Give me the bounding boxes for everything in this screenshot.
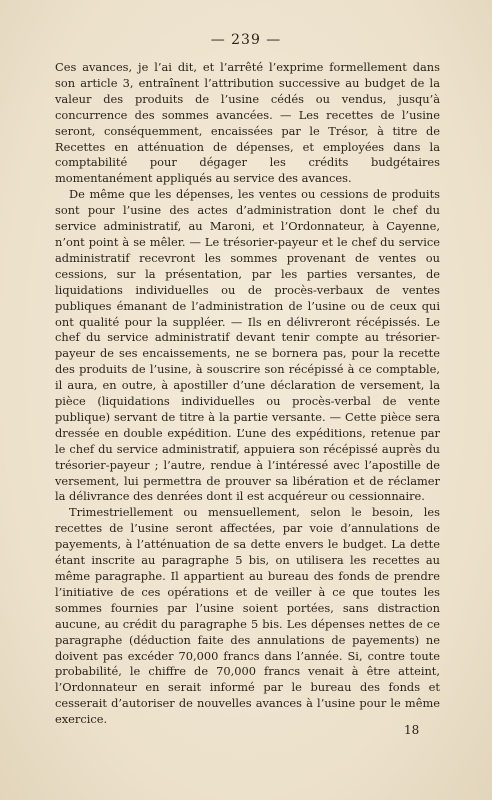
page-number: — 239 — [210,32,282,48]
body-text [55,60,440,728]
paragraph-1: Ces avances, je l’ai dit, et l’arrêté l’exprime formellement dans son article 3, entraînent l’attribution successive au budget de la valeur des produits de l’usine cédés ou vendus, jusqu’à concurrence des sommes avancées. — Les recettes de l’usine seront, conséquemment, encaissées par le Trésor, à titre de Recettes en atténuation de dépenses, et employées dans la comptabilité pour dégager les crédits budgétaires momentanément appliqués au service des avances. [55,60,440,186]
signature-mark: 18 [404,723,420,737]
paragraph-3: Trimestriellement ou mensuellement, selon le besoin, les recettes de l’usine seront affectées, par voie d’annulations de payements, à l’atténuation de sa dette envers le budget. La dette étant inscrite au paragraphe 5 bis, on utilisera les recettes au même paragraphe. Il appartient au bureau des fonds de prendre l’initiative de ces opérations et de veiller à ce que toutes les sommes fournies par l’usine soient portées, sans distraction aucune, au crédit du paragraphe 5 bis. Les dépenses nettes de ce paragraphe (déduction faite des annulations de payements) ne doivent pas excéder 70,000 francs dans l’année. Si, contre toute probabilité, le chiffre de 70,000 francs venait à être atteint, l’Ordonnateur en serait informé par le bureau des fonds et cesserait d’autoriser de nouvelles avances à l’usine pour le même exercice. [55,505,440,727]
paragraph-2: De même que les dépenses, les ventes ou cessions de produits sont pour l’usine des actes d’administration dont le chef du service administratif, au Maroni, et l’Ordonnateur, à Cayenne, n’ont point à se mêler. — Le trésorier-payeur et le chef du service administratif recevront les sommes provenant de ventes ou cessions, sur la présentation, par les parties versantes, de liquidations individuelles ou de procès-verbaux de ventes publiques émanant de l’administration de l’usine ou de ceux qui ont qualité pour la suppléer. — Ils en délivreront récépissés. Le chef du service administratif devant tenir compte au trésorier-payeur de ses encaissements, ne se bornera pas, pour la recette des produits de l’usine, à souscrire son récépissé à ce comptable, il aura, en outre, à apostiller d’une déclaration de versement, la pièce (liquidations individuelles ou procès-verbal de vente publique) servant de titre à la partie versante. — Cette pièce sera dressée en double expédition. L’une des expéditions, retenue par le chef du service administratif, appuiera son récépissé auprès du trésorier-payeur ; l’autre, rendue à l’intéressé avec l’apostille de versement, lui permettra de prouver sa libération et de réclamer la délivrance des denrées dont il est acquéreur ou cessionnaire. [55,187,440,504]
